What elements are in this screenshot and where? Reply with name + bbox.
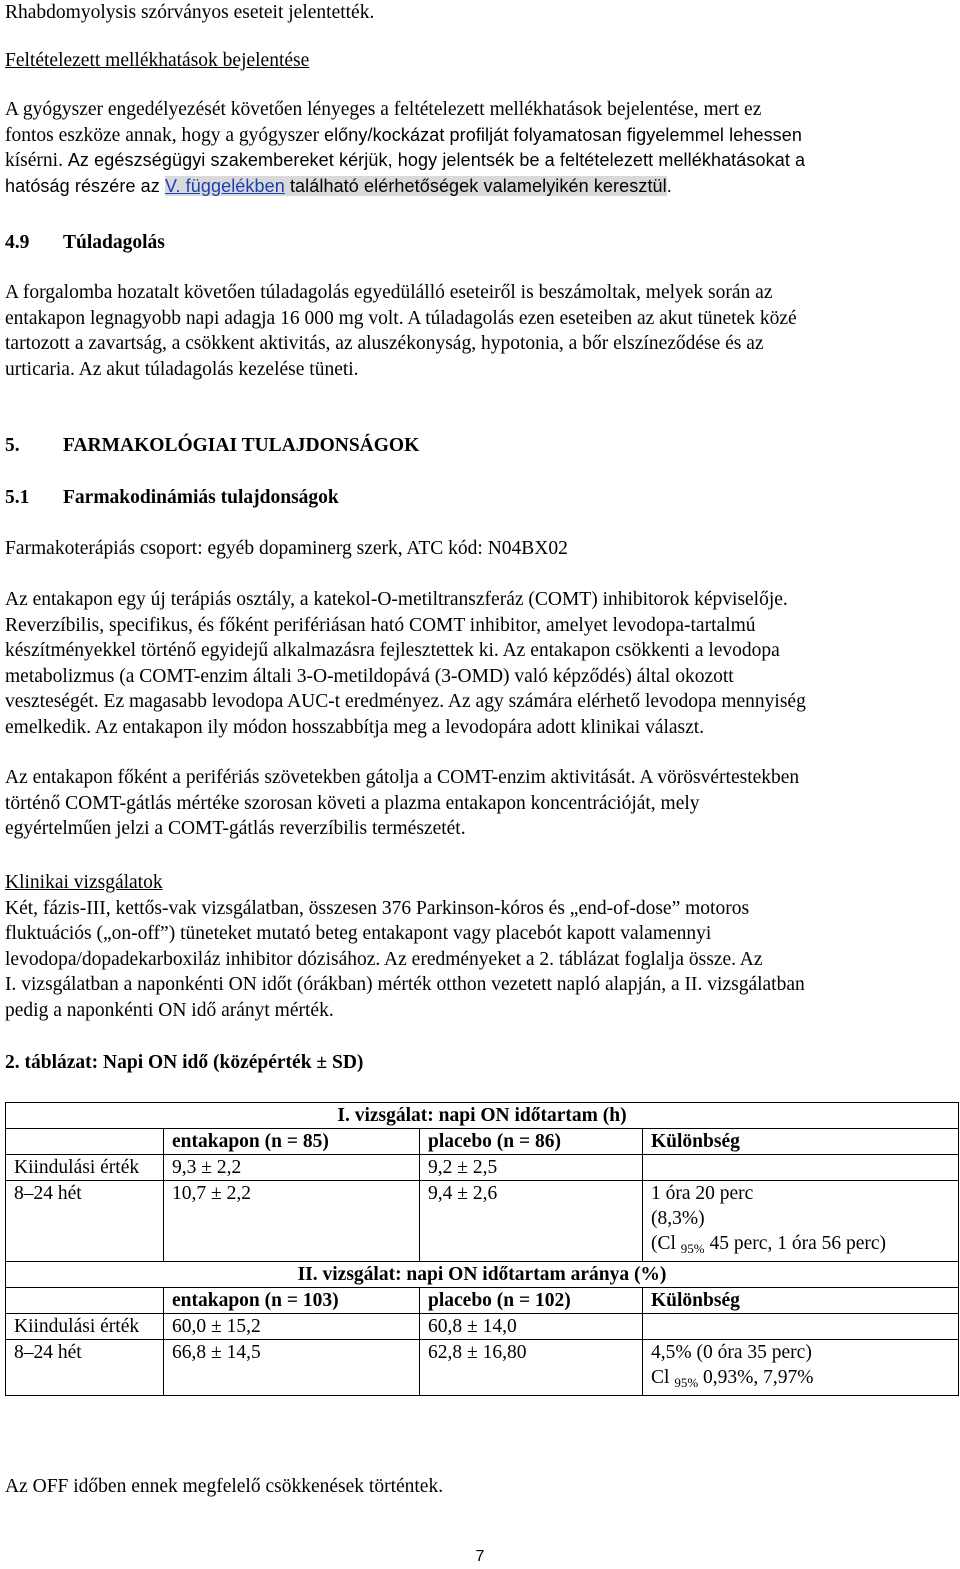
text-line: entakapon legnagyobb napi adagja 16 000 mg volt. A túladagolás ezen eseteiben az akut tünetek közé xyxy=(5,307,797,329)
text-line: fluktuációs („on-off”) tüneteket mutató beteg entakapont vagy placebót kapott valamennyi xyxy=(5,923,712,944)
column-header: placebo (n = 86) xyxy=(420,1129,643,1155)
table-cell xyxy=(6,1288,164,1314)
text-line: urticaria. Az akut túladagolás kezelése tüneti. xyxy=(5,358,359,380)
table-cell: 10,7 ± 2,2 xyxy=(164,1181,420,1262)
table-cell: 9,2 ± 2,5 xyxy=(420,1155,643,1181)
table-cell: 60,8 ± 14,0 xyxy=(420,1314,643,1340)
overdose-paragraph xyxy=(5,280,955,382)
row-label: Kiindulási érték xyxy=(6,1314,164,1340)
table-caption: 2. táblázat: Napi ON idő (középérték ± SD) xyxy=(5,1052,364,1073)
column-header: entakapon (n = 85) xyxy=(164,1129,420,1155)
mechanism-paragraph xyxy=(5,587,955,740)
text-line: készítményekkel történő egyidejű alkalmazásra fejlesztettek ki. Az entakapon csökkenti a levodopa xyxy=(5,640,780,661)
text-line: A gyógyszer engedélyezését követően lényeges a feltételezett mellékhatások bejelentése, mert ez xyxy=(5,99,762,120)
table-row xyxy=(6,1155,959,1181)
column-header: Különbség xyxy=(643,1129,959,1155)
cell-line: 1 óra 20 perc xyxy=(651,1183,754,1204)
table-cell xyxy=(643,1314,959,1340)
cell-line xyxy=(651,1231,950,1261)
table-cell: 9,4 ± 2,6 xyxy=(420,1181,643,1262)
section-number: 4.9 xyxy=(5,232,30,253)
rhabdo-sentence: Rhabdomyolysis szórványos eseteit jelentették. xyxy=(5,2,375,23)
table-cell: 9,3 ± 2,2 xyxy=(164,1155,420,1181)
comt-paragraph xyxy=(5,765,955,842)
cell-line: (8,3%) xyxy=(651,1208,705,1229)
text-line: tartozott a zavartság, a csökkent aktivitás, az aluszékonyság, hypotonia, a bőr elszíneződése és az xyxy=(5,333,764,354)
text-line: metabolizmus (a COMT-enzim általi 3-O-metildopává (3-OMD) való képződés) által okozott xyxy=(5,665,734,687)
table-cell: 66,8 ± 14,5 xyxy=(164,1340,420,1396)
section-heading-5-1 xyxy=(5,485,339,511)
text-span: . xyxy=(666,175,672,196)
text-line: Reverzíbilis, specifikus, és főként perifériásan ható COMT inhibitor, amelyet levodopa-tartalmú xyxy=(5,614,756,636)
text-span: található elérhetőségek valamelyikén keresztül xyxy=(284,175,667,196)
text-span: hatóság részére az xyxy=(5,175,165,196)
study1-title-cell: I. vizsgálat: napi ON időtartam (h) xyxy=(6,1103,959,1129)
text-span: 45 perc, 1 óra 56 perc) xyxy=(704,1233,887,1254)
page-number: 7 xyxy=(475,1548,485,1565)
text-span: fontos eszköze annak, hogy a gyógyszer xyxy=(5,124,324,146)
section-number: 5.1 xyxy=(5,487,30,508)
column-header: entakapon (n = 103) xyxy=(164,1288,420,1314)
text-span: Az egészségügyi szakembereket kérjük, hogy jelentsék be a feltételezett mellékhatásokat a xyxy=(67,150,806,170)
section-title: FARMAKOLÓGIAI TULAJDONSÁGOK xyxy=(63,435,420,456)
section-title: Túladagolás xyxy=(63,232,165,253)
section-number: 5. xyxy=(5,435,20,456)
text-line: történő COMT-gátlás mértéke szorosan követi a plazma entakapon koncentrációját, mely xyxy=(5,792,700,814)
text-line: I. vizsgálatban a naponkénti ON időt (órákban) mérték otthon vezetett napló alapján, a II. vizsgálatban xyxy=(5,974,805,995)
text-line: pedig a naponkénti ON idő arányt mérték. xyxy=(5,999,334,1021)
reporting-heading: Feltételezett mellékhatások bejelentése xyxy=(5,50,310,71)
off-time-sentence: Az OFF időben ennek megfelelő csökkenések történtek. xyxy=(5,1476,444,1497)
text-span: Cl xyxy=(651,1367,675,1388)
text-line: Az entakapon főként a perifériás szövetekben gátolja a COMT-enzim aktivitását. A vörösvértestekben xyxy=(5,767,800,788)
subscript: 95% xyxy=(674,1375,699,1390)
table-cell xyxy=(6,1129,164,1155)
table-cell: 62,8 ± 16,80 xyxy=(420,1340,643,1396)
clinical-paragraph xyxy=(5,870,955,1023)
table-row xyxy=(6,1181,959,1262)
cell-line xyxy=(651,1365,950,1395)
text-line xyxy=(5,174,955,200)
clinical-heading: Klinikai vizsgálatok xyxy=(5,872,163,893)
text-line: egyértelműen jelzi a COMT-gátlás reverzíbilis természetét. xyxy=(5,818,466,839)
atc-line: Farmakoterápiás csoport: egyéb dopaminerg szerk, ATC kód: N04BX02 xyxy=(5,538,568,559)
text-line: Két, fázis-III, kettős-vak vizsgálatban, összesen 376 Parkinson-kóros és „end-of-dose” motoros xyxy=(5,897,750,919)
table-cell: 60,0 ± 15,2 xyxy=(164,1314,420,1340)
text-line xyxy=(5,123,955,149)
table-row xyxy=(6,1129,959,1155)
row-label: 8–24 hét xyxy=(6,1340,164,1396)
table-row xyxy=(6,1314,959,1340)
cell-line: 4,5% (0 óra 35 perc) xyxy=(651,1342,812,1363)
row-label: Kiindulási érték xyxy=(6,1155,164,1181)
results-table xyxy=(5,1102,959,1396)
table-cell xyxy=(643,1155,959,1181)
text-span: (Cl xyxy=(651,1233,681,1254)
text-line: veszteségét. Ez magasabb levodopa AUC-t eredményez. Az agy számára elérhető levodopa mennyiség xyxy=(5,691,806,712)
section-heading-4-9 xyxy=(5,230,165,256)
row-label: 8–24 hét xyxy=(6,1181,164,1262)
column-header: Különbség xyxy=(643,1288,959,1314)
reporting-paragraph xyxy=(5,97,955,199)
study2-title-cell: II. vizsgálat: napi ON időtartam aránya (%) xyxy=(6,1262,959,1288)
text-span: kísérni. xyxy=(5,150,68,171)
difference-cell xyxy=(643,1340,959,1396)
section-title: Farmakodinámiás tulajdonságok xyxy=(63,487,339,508)
text-line: emelkedik. Az entakapon ily módon hosszabbítja meg a levodopára adott klinikai választ. xyxy=(5,716,705,738)
text-line xyxy=(5,148,955,174)
table-row xyxy=(6,1288,959,1314)
text-span: 0,93%, 7,97% xyxy=(698,1367,814,1388)
section-heading-5 xyxy=(5,433,419,459)
table-row xyxy=(6,1103,959,1129)
text-line: Az entakapon egy új terápiás osztály, a katekol-O-metiltranszferáz (COMT) inhibitorok képviselője. xyxy=(5,589,788,610)
text-line: A forgalomba hozatalt követően túladagolás egyedülálló eseteiről is beszámoltak, melyek során az xyxy=(5,282,773,303)
subscript: 95% xyxy=(680,1241,705,1256)
difference-cell xyxy=(643,1181,959,1262)
column-header: placebo (n = 102) xyxy=(420,1288,643,1314)
appendix-link[interactable]: V. függelékben xyxy=(165,175,285,196)
table-row xyxy=(6,1262,959,1288)
text-line: levodopa/dopadekarboxiláz inhibitor dózisához. Az eredményeket a 2. táblázat foglalja össze. Az xyxy=(5,948,763,970)
table-row xyxy=(6,1340,959,1396)
text-span: előny/kockázat profilját folyamatosan figyelemmel lehessen xyxy=(323,124,802,145)
